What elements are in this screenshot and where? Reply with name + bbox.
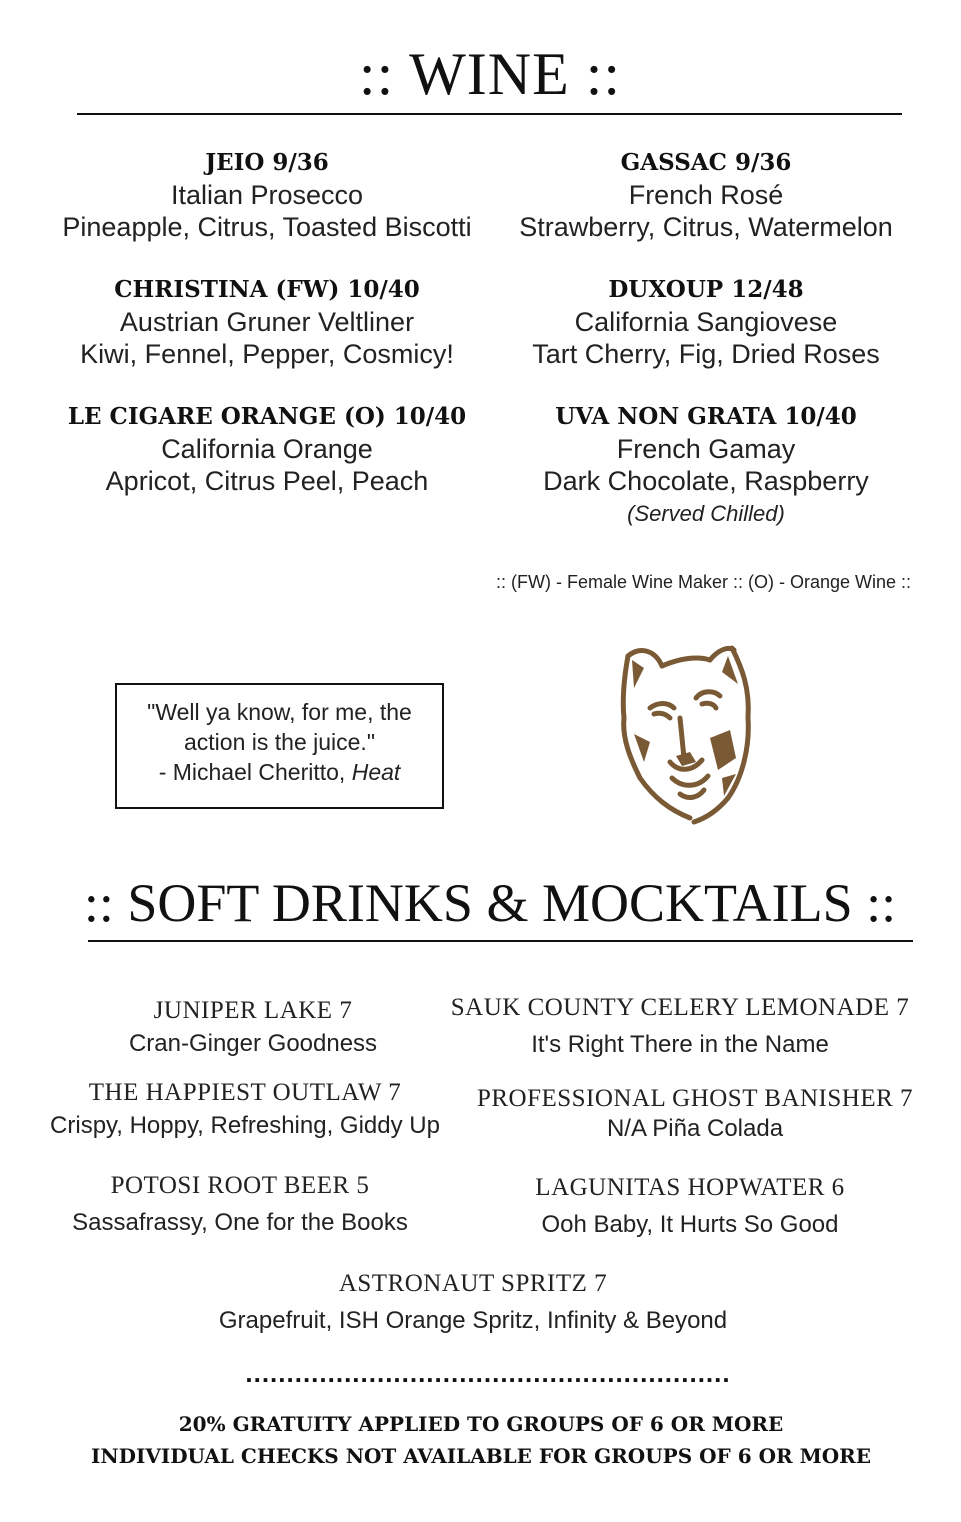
- wine-title-rule: [77, 113, 902, 115]
- wine-type: Italian Prosecco: [170, 180, 364, 210]
- wine-name: LE CIGARE ORANGE (O) 10/40: [67, 403, 467, 430]
- wine-type: French Rosé: [628, 180, 784, 210]
- drink-name: ASTRONAUT SPRITZ 7: [338, 1270, 608, 1297]
- wine-item: [37, 147, 497, 274]
- footer-checks: INDIVIDUAL CHECKS NOT AVAILABLE FOR GROUPS OF 6 OR MORE: [91, 1444, 871, 1468]
- drink-item: [455, 1172, 925, 1242]
- drink-item: [460, 1083, 930, 1143]
- drink-name: LAGUNITAS HOPWATER 6: [535, 1174, 845, 1201]
- drink-name: JUNIPER LAKE 7: [153, 997, 353, 1024]
- drink-item: [23, 995, 483, 1061]
- wine-item: [476, 147, 936, 274]
- drink-desc: Cran-Ginger Goodness: [128, 1030, 378, 1057]
- wine-name: DUXOUP 12/48: [608, 276, 804, 303]
- wine-item: [37, 401, 497, 497]
- drink-name: POTOSI ROOT BEER 5: [110, 1172, 370, 1199]
- wine-type: French Gamay: [616, 434, 796, 464]
- quote-line: "Well ya know, for me, the: [147, 699, 412, 725]
- wine-name: CHRISTINA (FW) 10/40: [114, 276, 420, 303]
- quote-box: [115, 683, 444, 809]
- wine-legend: :: (FW) - Female Wine Maker :: (O) - Orange Wine ::: [496, 572, 912, 592]
- wine-name: GASSAC 9/36: [620, 149, 792, 176]
- wine-item: [37, 274, 497, 401]
- drink-desc: Grapefruit, ISH Orange Spritz, Infinity & Beyond: [218, 1307, 728, 1334]
- wine-item: [476, 401, 936, 531]
- drink-desc: Crispy, Hoppy, Refreshing, Giddy Up: [50, 1112, 440, 1139]
- drink-name: THE HAPPIEST OUTLAW 7: [88, 1079, 402, 1106]
- wine-type: Austrian Gruner Veltliner: [119, 307, 415, 337]
- wine-notes: Pineapple, Citrus, Toasted Biscotti: [62, 212, 472, 242]
- wine-notes: Kiwi, Fennel, Pepper, Cosmicy!: [80, 339, 454, 369]
- quote-author: - Michael Cheritto,: [158, 759, 352, 785]
- drink-name: PROFESSIONAL GHOST BANISHER 7: [476, 1085, 914, 1112]
- lion-head-icon: [610, 638, 760, 828]
- drink-item: [0, 1268, 946, 1338]
- soft-drinks-title: :: SOFT DRINKS & MOCKTAILS ::: [83, 873, 897, 933]
- wine-title: :: WINE ::: [358, 41, 622, 107]
- drink-item: [445, 992, 915, 1062]
- wine-notes: Tart Cherry, Fig, Dried Roses: [532, 339, 880, 369]
- wine-right-column: [476, 147, 936, 531]
- soft-drinks-title-rule: [88, 940, 913, 942]
- drink-item: [10, 1170, 470, 1240]
- wine-name: UVA NON GRATA 10/40: [555, 403, 857, 430]
- quote-attribution: [117, 757, 442, 787]
- dotted-divider: ...........................................................: [245, 1358, 731, 1388]
- drink-desc: N/A Piña Colada: [606, 1115, 784, 1142]
- wine-serving-note: (Served Chilled): [627, 501, 785, 526]
- wine-type: California Sangiovese: [574, 307, 838, 337]
- drink-name: SAUK COUNTY CELERY LEMONADE 7: [450, 994, 910, 1021]
- wine-type: California Orange: [161, 434, 373, 464]
- drink-item: [15, 1077, 475, 1143]
- wine-notes: Dark Chocolate, Raspberry: [543, 466, 869, 496]
- drink-desc: It's Right There in the Name: [531, 1031, 829, 1058]
- wine-notes: Strawberry, Citrus, Watermelon: [519, 212, 893, 242]
- footer-gratuity: 20% GRATUITY APPLIED TO GROUPS OF 6 OR MORE: [178, 1412, 784, 1436]
- drink-desc: Ooh Baby, It Hurts So Good: [541, 1211, 839, 1238]
- wine-left-column: [37, 147, 497, 497]
- wine-name: JEIO 9/36: [205, 149, 329, 176]
- wine-item: [476, 274, 936, 401]
- quote-source: Heat: [351, 759, 401, 785]
- wine-notes: Apricot, Citrus Peel, Peach: [105, 466, 429, 496]
- drink-desc: Sassafrassy, One for the Books: [72, 1209, 408, 1236]
- quote-line: action is the juice.": [184, 729, 375, 755]
